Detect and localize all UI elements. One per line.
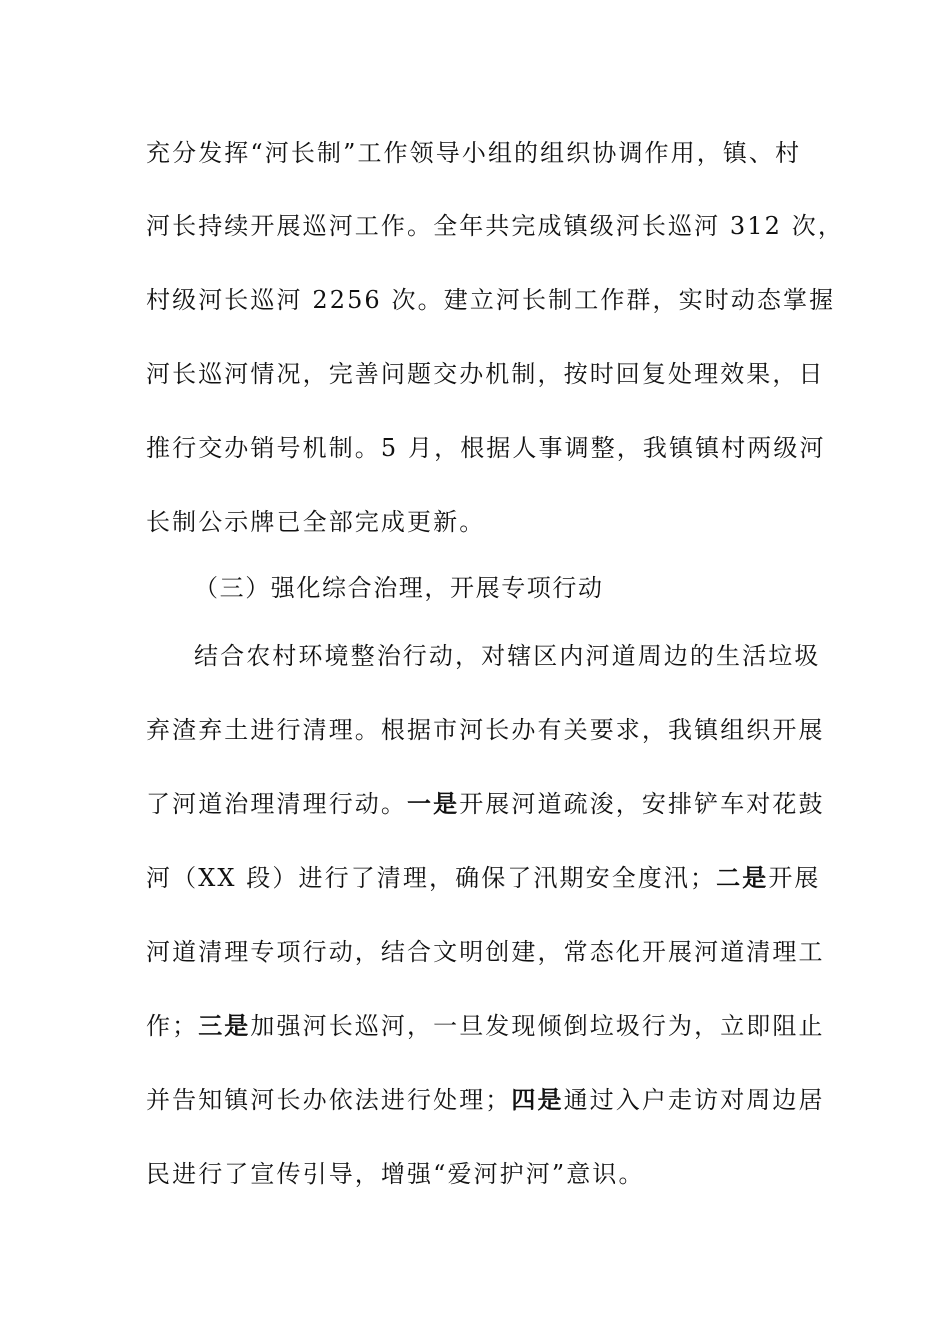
paragraph-1-line-4: 河长巡河情况，完善问题交办机制，按时回复处理效果，日 [146, 360, 825, 388]
point-two-label: 二是 [716, 863, 769, 892]
paragraph-2-line-3 [146, 788, 825, 820]
paragraph-1-line-2: 河长持续开展巡河工作。全年共完成镇级河长巡河 312 次， [146, 212, 844, 240]
point-four-label: 四是 [511, 1085, 564, 1114]
paragraph-2-line-2: 弃渣弃土进行清理。根据市河长办有关要求，我镇组织开展 [146, 716, 825, 744]
paragraph-2-line-4-text-a: 河（XX 段）进行了清理，确保了汛期安全度汛； [146, 864, 717, 892]
paragraph-2-line-6-text-c: 加强河长巡河，一旦发现倾倒垃圾行为，立即阻止 [250, 1012, 825, 1040]
paragraph-2-line-6 [146, 1010, 825, 1042]
paragraph-2-line-6-text-a: 作； [146, 1012, 199, 1040]
point-three-label: 三是 [198, 1011, 251, 1040]
paragraph-1-line-3: 村级河长巡河 2256 次。建立河长制工作群，实时动态掌握 [146, 286, 836, 314]
paragraph-2-line-8: 民进行了宣传引导，增强“爱河护河”意识。 [146, 1160, 645, 1188]
paragraph-2-line-1: 结合农村环境整治行动，对辖区内河道周边的生活垃圾 [194, 642, 821, 670]
paragraph-2-line-4-text-c: 开展 [768, 864, 821, 892]
paragraph-2-line-4 [146, 862, 821, 894]
paragraph-2-line-3-text-a: 了河道治理清理行动。 [146, 790, 407, 818]
paragraph-2-line-7-text-c: 通过入户走访对周边居 [563, 1086, 825, 1114]
paragraph-2-line-5: 河道清理专项行动，结合文明创建，常态化开展河道清理工 [146, 938, 825, 966]
paragraph-1-line-5: 推行交办销号机制。5 月，根据人事调整，我镇镇村两级河 [146, 434, 826, 462]
paragraph-2-line-7 [146, 1084, 825, 1116]
paragraph-1-line-6: 长制公示牌已全部完成更新。 [146, 508, 486, 536]
paragraph-1-line-1: 充分发挥“河长制”工作领导小组的组织协调作用，镇、村 [146, 139, 802, 167]
paragraph-2-line-7-text-a: 并告知镇河长办依法进行处理； [146, 1086, 512, 1114]
section-heading-3: （三）强化综合治理，开展专项行动 [194, 574, 604, 602]
paragraph-2-line-3-text-c: 开展河道疏浚，安排铲车对花鼓 [459, 790, 825, 818]
point-one-label: 一是 [407, 789, 460, 818]
